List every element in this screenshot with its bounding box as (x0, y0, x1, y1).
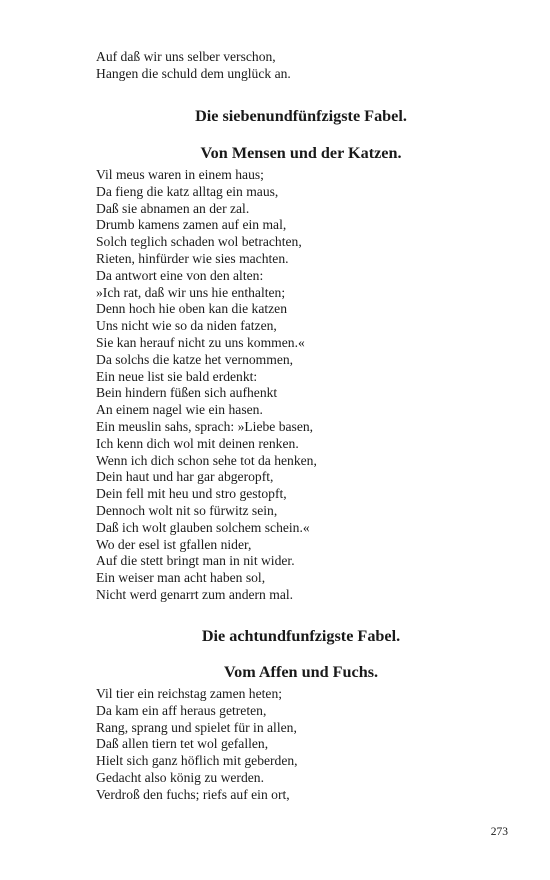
verse-line: Dein fell mit heu und stro gestopft, (96, 486, 287, 502)
verse-line: Bein hindern füßen sich aufhenkt (96, 385, 278, 401)
verse-line: Auf die stett bringt man in nit wider. (96, 553, 295, 569)
page-number: 273 (490, 826, 508, 838)
fable-58-verse (96, 686, 496, 804)
verse-line: »Ich rat, daß wir uns hie enthalten; (96, 284, 286, 300)
verse-line: Solch teglich schaden wol betrachten, (96, 234, 302, 250)
fable-58-subtitle: Vom Affen und Fuchs. (223, 663, 379, 681)
verse-line: Auf daß wir uns selber verschon, (96, 49, 276, 64)
verse-line: Da solchs die katze het vernommen, (96, 351, 294, 367)
verse-line: Daß ich wolt glauben solchem schein.« (96, 519, 310, 535)
intro-verse (96, 49, 496, 83)
verse-line: Uns nicht wie so da niden fatzen, (96, 318, 277, 334)
verse-line: Sie kan herauf nicht zu uns kommen.« (96, 334, 305, 350)
verse-line: Rieten, hinfürder wie sies machten. (96, 250, 289, 266)
verse-line: Da fieng die katz alltag ein maus, (96, 183, 279, 199)
verse-line: Rang, sprang und spielet für in allen, (96, 719, 297, 735)
fable-57-verse (96, 167, 496, 604)
verse-line: Ein weiser man acht haben sol, (96, 570, 266, 586)
verse-line: Ein meuslin sahs, sprach: »Liebe basen, (96, 418, 314, 434)
verse-line: Vil tier ein reichstag zamen heten; (96, 686, 283, 701)
fable-58-number-title: Die achtundfunfzigste Fabel. (201, 627, 401, 645)
verse-line: Ein neue list sie bald erdenkt: (96, 368, 258, 384)
fable-57-number-title: Die siebenundfünfzigste Fabel. (195, 107, 407, 125)
verse-line: Gedacht also könig zu werden. (96, 769, 264, 785)
verse-line: Wenn ich dich schon sehe tot da henken, (96, 452, 317, 468)
fable-57-subtitle: Von Mensen und der Katzen. (200, 144, 402, 162)
verse-line: Wo der esel ist gfallen nider, (96, 536, 252, 552)
verse-line: Ich kenn dich wol mit deinen renken. (96, 435, 299, 451)
verse-line: Drumb kamens zamen auf ein mal, (96, 217, 287, 233)
verse-line: Dennoch wolt nit so fürwitz sein, (96, 502, 278, 518)
verse-line: Daß allen tiern tet wol gefallen, (96, 736, 269, 752)
verse-line: Verdroß den fuchs; riefs auf ein ort, (96, 786, 290, 802)
verse-line: Daß sie abnamen an der zal. (96, 200, 250, 216)
verse-line: Dein haut und har gar abgeropft, (96, 469, 274, 485)
verse-line: Nicht werd genarrt zum andern mal. (96, 586, 294, 602)
verse-line: Hielt sich ganz höflich mit geberden, (96, 753, 298, 769)
verse-line: Denn hoch hie oben kan die katzen (96, 301, 287, 317)
verse-line: Da kam ein aff heraus getreten, (96, 702, 267, 718)
verse-line: Hangen die schuld dem unglück an. (96, 65, 291, 81)
verse-line: Vil meus waren in einem haus; (96, 167, 264, 182)
verse-line: Da antwort eine von den alten: (96, 267, 264, 283)
verse-line: An einem nagel wie ein hasen. (96, 402, 263, 418)
